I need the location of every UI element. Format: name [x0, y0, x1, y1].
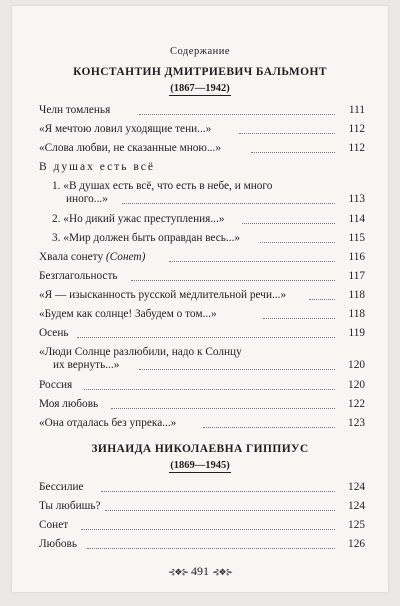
toc-entry-title: Любовь — [39, 538, 77, 550]
toc-entry[interactable] — [39, 500, 365, 513]
ornament-left-icon: ⊰❖⊱ — [167, 567, 188, 577]
toc-entry-title: Бессилие — [39, 481, 84, 493]
toc-entry-page: 117 — [348, 270, 365, 282]
dot-leader — [122, 202, 335, 204]
toc-entry[interactable] — [52, 180, 365, 206]
dot-leader — [239, 132, 335, 134]
toc-entry-page: 114 — [348, 213, 365, 225]
toc-entry[interactable] — [39, 289, 365, 302]
toc-entry-page: 118 — [348, 308, 365, 320]
toc-entry-page: 126 — [348, 538, 365, 550]
toc-entry-title: «Я мечтою ловил уходящие тени...» — [39, 123, 212, 135]
toc-entry-title: Ты любишь? — [39, 500, 101, 512]
toc-entry-page: 112 — [348, 142, 365, 154]
toc-entry-title: «Будем как солнце! Забудем о том...» — [39, 308, 217, 320]
toc-entry-page: 119 — [348, 327, 365, 339]
toc-entry-title: Моя любовь — [39, 398, 99, 410]
toc-entry-title: Россия — [39, 379, 73, 391]
toc-entry-page: 124 — [348, 500, 365, 512]
toc-entry-page: 113 — [348, 193, 365, 205]
dot-leader — [242, 222, 335, 224]
toc-entry[interactable] — [39, 142, 365, 155]
ornament-right-icon: ⊰❖⊱ — [212, 567, 233, 577]
toc-entry-title: Осень — [39, 327, 69, 339]
toc-entry-page: 111 — [348, 104, 365, 116]
toc-entry-title: 1. «В душах есть всё, что есть в небе, и много — [52, 180, 273, 192]
dot-leader — [309, 298, 335, 300]
dot-leader — [131, 279, 335, 281]
author-dates-balmont: (1867—1942) — [170, 83, 230, 94]
dot-leader — [203, 426, 335, 428]
toc-entry[interactable] — [39, 417, 365, 430]
toc-entry[interactable] — [39, 398, 365, 411]
toc-entry[interactable] — [39, 308, 365, 321]
section-heading: В душах есть всё — [39, 161, 155, 173]
toc-entry-title: «Люди Солнце разлюбили, надо к Солнцу — [39, 346, 242, 358]
dot-leader — [251, 151, 335, 153]
dot-leader — [84, 388, 335, 390]
dot-leader — [169, 260, 335, 262]
toc-entry-title: 3. «Мир должен быть оправдан весь...» — [52, 232, 241, 244]
toc-entry-title: Хвала сонету — [39, 251, 104, 263]
toc-entry-title: 2. «Но дикий ужас преступления...» — [52, 213, 225, 225]
toc-entry[interactable] — [39, 123, 365, 136]
toc-entry-page: 122 — [348, 398, 365, 410]
toc-entry-page: 123 — [348, 417, 365, 429]
dot-leader — [77, 336, 335, 338]
toc-entry[interactable] — [39, 327, 365, 340]
author-heading-balmont: КОНСТАНТИН ДМИТРИЕВИЧ БАЛЬМОНТ — [73, 66, 327, 78]
toc-entry-page: 120 — [348, 379, 365, 391]
toc-entry-subtitle: (Сонет) — [105, 251, 146, 263]
dot-leader — [139, 368, 335, 370]
toc-entry-continuation: их вернуть...» — [53, 359, 120, 371]
toc-entry[interactable] — [39, 519, 365, 532]
toc-entry[interactable] — [39, 481, 365, 494]
toc-entry-page: 118 — [348, 289, 365, 301]
author-heading-gippius: ЗИНАИДА НИКОЛАЕВНА ГИППИУС — [91, 443, 309, 455]
dot-leader — [81, 528, 335, 530]
dot-leader — [87, 547, 335, 549]
toc-entry[interactable] — [52, 232, 365, 245]
page-number: 491 — [191, 564, 209, 578]
running-head: Содержание — [169, 46, 231, 57]
toc-entry-title: «Я — изысканность русской медлительной речи...» — [39, 289, 287, 301]
toc-entry-page: 115 — [348, 232, 365, 244]
book-page — [12, 6, 388, 592]
author-dates-gippius: (1869—1945) — [170, 460, 230, 471]
toc-entry-title: Сонет — [39, 519, 69, 531]
dot-leader — [139, 113, 335, 115]
toc-entry-title: «Она отдалась без упрека...» — [39, 417, 177, 429]
toc-entry[interactable] — [39, 346, 365, 372]
toc-entry[interactable] — [39, 379, 365, 392]
toc-entry-page: 124 — [348, 481, 365, 493]
toc-entry-page: 125 — [348, 519, 365, 531]
toc-entry-continuation: иного...» — [66, 193, 108, 205]
toc-entry[interactable] — [39, 270, 365, 283]
dot-leader — [263, 317, 335, 319]
dot-leader — [111, 407, 335, 409]
toc-entry-title: «Слова любви, не сказанные мною...» — [39, 142, 221, 154]
toc-entry[interactable] — [52, 213, 365, 226]
dot-leader — [260, 241, 335, 243]
toc-entry-title: Безглагольность — [39, 270, 118, 282]
toc-entry[interactable] — [39, 251, 365, 264]
toc-entry[interactable] — [39, 104, 365, 117]
dot-leader — [101, 490, 335, 492]
dot-leader — [105, 509, 335, 511]
toc-entry-page: 116 — [348, 251, 365, 263]
toc-entry[interactable] — [39, 538, 365, 551]
folio — [12, 564, 388, 579]
toc-entry-page: 112 — [348, 123, 365, 135]
toc-entry-title: Челн томленья — [39, 104, 111, 116]
toc-entry-page: 120 — [348, 359, 365, 371]
